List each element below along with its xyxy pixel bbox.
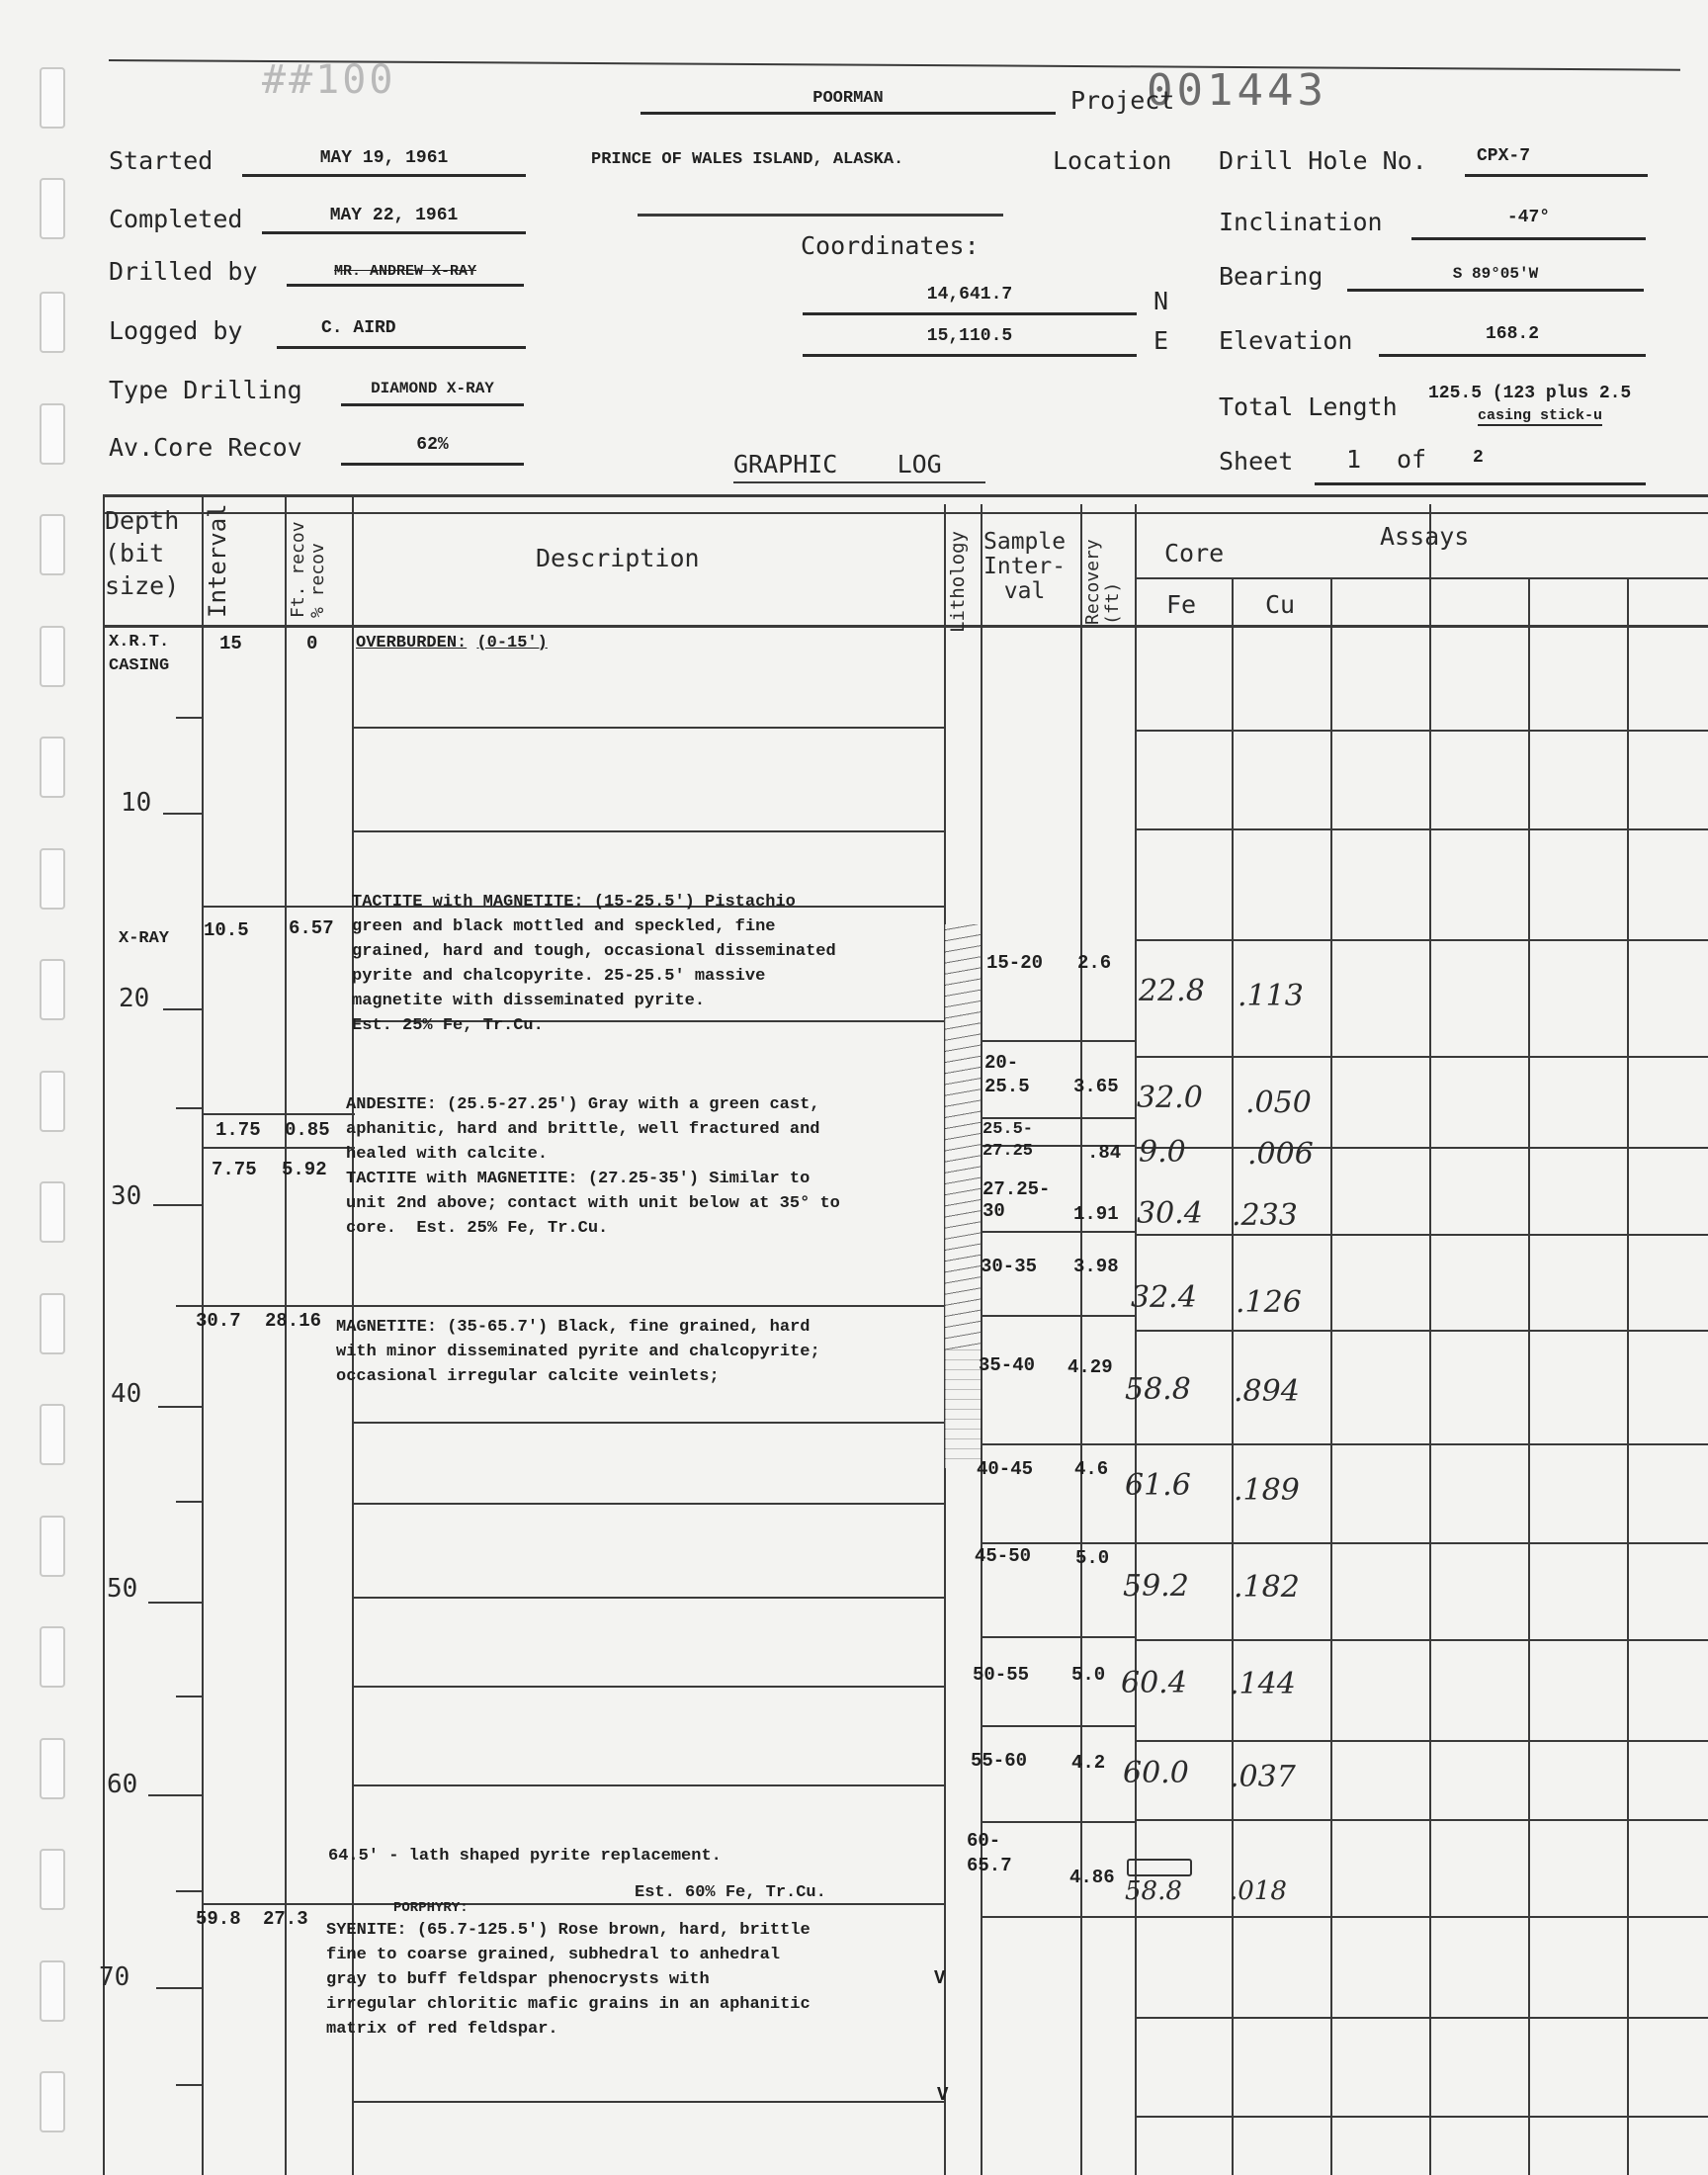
sample-row	[981, 1231, 1135, 1233]
assay-cu: .006	[1247, 1137, 1314, 1172]
recovery-value: 5.92	[282, 1159, 327, 1180]
sample-recovery: .84	[1087, 1142, 1122, 1164]
col-line	[981, 504, 982, 2175]
bit-size-xray: X-RAY	[119, 929, 170, 948]
sample-recovery: 4.29	[1068, 1356, 1113, 1378]
recovery-value: 28.16	[265, 1310, 322, 1332]
project-label: Project	[1070, 86, 1175, 115]
logged-by-value	[277, 318, 526, 349]
grid-row	[1135, 1234, 1708, 1236]
table-top-border-2	[103, 512, 1708, 514]
sample-interval: 35-40	[979, 1354, 1036, 1376]
lithology-mark: V	[934, 1967, 946, 1989]
col-line	[1429, 504, 1431, 2175]
assay-cu: .113	[1238, 979, 1304, 1013]
document-number: 001443	[1147, 65, 1327, 116]
punch-hole	[40, 292, 65, 353]
total-length-value2: casing stick-u	[1478, 407, 1603, 424]
desc-row	[352, 830, 945, 832]
sample-row	[981, 1542, 1135, 1544]
col-line	[1080, 504, 1082, 2175]
header-lithology: Lithology	[947, 531, 969, 633]
lath-estimate: Est. 60% Fe, Tr.Cu.	[635, 1883, 826, 1902]
sample-recovery: 5.0	[1071, 1664, 1106, 1686]
punch-hole	[40, 2071, 65, 2132]
assay-cu: .126	[1236, 1285, 1302, 1320]
grid-row	[1135, 1819, 1708, 1821]
sample-interval: 27.25- 30	[982, 1178, 1051, 1222]
header-fe: Fe	[1166, 590, 1197, 619]
interval-row	[202, 1903, 945, 1905]
sample-interval: 15-20	[986, 952, 1044, 974]
depth-label: 50	[107, 1574, 138, 1604]
sample-row	[981, 1725, 1135, 1727]
desc-row	[352, 727, 945, 729]
magnetite-description: MAGNETITE: (35-65.7') Black, fine grained, hard with minor disseminated pyrite and chalcopyrite; occasional irregular calcite veinlets;	[336, 1318, 820, 1386]
depth-tick	[148, 1602, 203, 1604]
punch-hole	[40, 1293, 65, 1354]
depth-tick	[158, 1406, 203, 1408]
recovery-value: 0.85	[285, 1119, 330, 1141]
sample-recovery: 4.6	[1074, 1458, 1109, 1480]
assay-fe: 32.4	[1131, 1280, 1197, 1315]
sample-recovery: 3.98	[1073, 1256, 1119, 1277]
assay-cu: .144	[1230, 1667, 1296, 1701]
sample-interval: 25.5- 27.25	[982, 1120, 1034, 1161]
punch-hole	[40, 1960, 65, 2022]
lath-pyrite-note: 64.5' - lath shaped pyrite replacement.	[328, 1847, 722, 1866]
location-value: PRINCE OF WALES ISLAND, ALASKA.	[591, 150, 904, 169]
scribble-mark	[1127, 1859, 1192, 1876]
header-description: Description	[536, 544, 700, 572]
sample-recovery: 4.2	[1071, 1752, 1106, 1774]
drill-hole-label: Drill Hole No.	[1219, 146, 1427, 175]
header-sample-recovery: Recovery (ft)	[1082, 539, 1123, 625]
inclination-value: -47°	[1411, 208, 1646, 240]
drilled-by-value: MR. ANDREW X-RAY	[287, 263, 524, 287]
interval-value: 10.5	[204, 919, 249, 941]
bit-size-casing: X.R.T. CASING	[109, 633, 170, 675]
syenite-description: SYENITE: (65.7-125.5') Rose brown, hard, brittle fine to coarse grained, subhedral to anhedral gray to buff feldspar phenocrysts with irregular chloritic mafic grains in an aphanitic matrix of red feldspar.	[326, 1921, 811, 2039]
punch-hole	[40, 514, 65, 575]
punch-hole	[40, 1404, 65, 1465]
punch-hole	[40, 1738, 65, 1799]
tactite-magnetite-2-description: TACTITE with MAGNETITE: (27.25-35') Similar to unit 2nd above; contact with unit below at 35° to core. Est. 25% Fe, Tr.Cu.	[346, 1170, 840, 1238]
grid-row	[1135, 2116, 1708, 2118]
coordinates-north-dir: N	[1153, 287, 1169, 315]
interval-row	[202, 1305, 945, 1307]
sample-recovery: 1.91	[1073, 1203, 1119, 1225]
header-assays: Assays	[1380, 522, 1470, 551]
grid-row	[1135, 1740, 1708, 1742]
assay-fe: 58.8	[1125, 1876, 1182, 1906]
col-line	[1528, 577, 1530, 2175]
depth-tick	[156, 1987, 203, 1989]
desc-row	[352, 1422, 945, 1424]
andesite-description: ANDESITE: (25.5-27.25') Gray with a green cast, aphanitic, hard and brittle, well fractured and healed with calcite.	[346, 1095, 820, 1164]
assay-fe: 61.6	[1125, 1468, 1191, 1503]
completed-value: MAY 22, 1961	[262, 206, 526, 234]
assay-cu: .233	[1232, 1198, 1298, 1233]
col-line	[1627, 577, 1629, 2175]
col-line	[103, 494, 105, 2175]
graphic-log-label: GRAPHIC LOG	[733, 450, 942, 478]
overburden-range: (0-15')	[476, 634, 548, 652]
desc-row	[352, 1686, 945, 1688]
desc-row	[352, 1503, 945, 1505]
header-sample-interval: Sample Inter- val	[983, 529, 1067, 604]
desc-row	[352, 1784, 945, 1786]
header-interval: Interval	[204, 503, 231, 618]
punch-hole	[40, 848, 65, 910]
punch-hole	[40, 626, 65, 687]
drill-hole-text: CPX-7	[1477, 146, 1531, 166]
interval-value: 7.75	[212, 1159, 257, 1180]
grid-row	[1135, 1147, 1708, 1149]
depth-label: 60	[107, 1770, 138, 1799]
porphyry-note: PORPHYRY:	[393, 1900, 469, 1916]
header-depth: Depth (bit size)	[105, 506, 180, 600]
total-length-label: Total Length	[1219, 392, 1398, 421]
project-value: POORMAN	[640, 89, 1056, 115]
depth-tick	[153, 1204, 203, 1206]
sheet-total: 2	[1473, 448, 1484, 468]
interval-value: 1.75	[215, 1119, 261, 1141]
assay-fe: 9.0	[1139, 1135, 1186, 1170]
depth-label: 10	[121, 788, 152, 818]
recovery-value: 27.3	[263, 1908, 308, 1930]
depth-label: 70	[99, 1962, 130, 1992]
elevation-label: Elevation	[1219, 326, 1353, 355]
faded-stamp-number: ##100	[262, 57, 396, 103]
desc-row	[352, 2101, 945, 2103]
punch-hole	[40, 1516, 65, 1577]
core-subheader-line	[1135, 577, 1708, 579]
depth-tick-minor	[176, 1890, 202, 1892]
depth-tick	[148, 1794, 203, 1796]
assay-cu: .182	[1234, 1570, 1300, 1605]
assay-cu: .018	[1230, 1876, 1287, 1906]
sample-row	[981, 1636, 1135, 1638]
header-core: Core	[1164, 539, 1225, 567]
interval-row	[202, 1147, 355, 1149]
sample-row	[981, 1821, 1135, 1823]
lithology-mark: V	[937, 2084, 949, 2106]
sheet-number: 1	[1346, 445, 1362, 474]
assay-cu: .189	[1234, 1473, 1300, 1508]
col-line	[1330, 577, 1332, 2175]
sample-recovery: 5.0	[1075, 1547, 1110, 1569]
coordinates-north: 14,641.7	[803, 285, 1137, 315]
assay-fe: 59.2	[1123, 1569, 1189, 1604]
assay-cu: .050	[1245, 1086, 1312, 1120]
core-recov-value: 62%	[341, 435, 524, 466]
depth-label: 30	[111, 1181, 142, 1211]
interval-value: 15	[219, 633, 242, 654]
sample-row	[981, 1443, 1135, 1445]
location-label: Location	[1053, 146, 1172, 175]
depth-tick-minor	[176, 1107, 202, 1109]
assay-fe: 32.0	[1137, 1081, 1203, 1115]
table-top-border	[103, 494, 1708, 497]
lithology-pattern	[945, 1349, 981, 1468]
coordinates-east-dir: E	[1153, 326, 1169, 355]
depth-tick-minor	[176, 2084, 202, 2086]
bearing-label: Bearing	[1219, 262, 1324, 291]
inclination-label: Inclination	[1219, 208, 1383, 236]
tactite-magnetite-description: TACTITE with MAGNETITE: (15-25.5') Pistachio green and black mottled and speckled, fine grained, hard and tough, occasional disseminated pyrite and chalcopyrite. 25-25.5' massive magnetite with disseminated pyrite. Est. 25% Fe, Tr.Cu.	[352, 893, 836, 1035]
overburden-entry	[356, 631, 548, 655]
grid-row	[1135, 1639, 1708, 1641]
punch-hole	[40, 67, 65, 129]
sample-row	[981, 1040, 1135, 1042]
depth-tick-minor	[176, 1501, 202, 1503]
sample-recovery: 2.6	[1077, 952, 1112, 974]
depth-tick	[163, 813, 203, 815]
logged-by-text: C. AIRD	[321, 318, 396, 338]
completed-label: Completed	[109, 205, 243, 233]
coordinates-east: 15,110.5	[803, 326, 1137, 357]
punch-hole	[40, 1626, 65, 1688]
type-drilling-value: DIAMOND X-RAY	[341, 380, 524, 406]
punch-hole	[40, 403, 65, 465]
assay-fe: 60.4	[1121, 1666, 1187, 1700]
recovery-value: 0	[306, 633, 318, 654]
sheet-label: Sheet	[1219, 447, 1294, 476]
interval-value: 59.8	[196, 1908, 241, 1930]
header-recovery: Ft. recov % recov	[288, 521, 328, 618]
grid-row	[1135, 1056, 1708, 1058]
col-line	[1135, 504, 1137, 2175]
total-length-value: 125.5 (123 plus 2.5	[1428, 384, 1632, 403]
logged-by-label: Logged by	[109, 316, 243, 345]
grid-row	[1135, 1443, 1708, 1445]
interval-row	[202, 1113, 355, 1115]
depth-label: 20	[119, 984, 150, 1013]
punch-hole	[40, 1181, 65, 1243]
sheet-of: of	[1397, 445, 1427, 474]
sample-interval: 50-55	[973, 1664, 1030, 1686]
grid-row	[1135, 1916, 1708, 1918]
depth-tick	[163, 1008, 203, 1010]
sample-recovery: 4.86	[1069, 1867, 1115, 1888]
depth-tick-minor	[176, 717, 202, 719]
punch-hole	[40, 178, 65, 239]
sample-row	[981, 1315, 1135, 1317]
location-underline	[638, 214, 1003, 217]
lithology-pattern	[945, 924, 981, 1349]
sample-interval: 20- 25.5	[984, 1052, 1030, 1097]
assay-fe: 22.8	[1139, 974, 1205, 1008]
grid-row	[1135, 1330, 1708, 1332]
overburden-title: OVERBURDEN:	[356, 634, 468, 652]
grid-row	[1135, 1542, 1708, 1544]
sample-interval: 55-60	[971, 1750, 1028, 1772]
interval-value: 30.7	[196, 1310, 241, 1332]
assay-fe: 58.8	[1125, 1372, 1191, 1407]
grid-row	[1135, 730, 1708, 732]
drilled-by-label: Drilled by	[109, 257, 258, 286]
punch-hole	[40, 959, 65, 1020]
bearing-value: S 89°05'W	[1347, 265, 1644, 292]
core-recov-label: Av.Core Recov	[109, 433, 302, 462]
sample-interval: 40-45	[977, 1458, 1034, 1480]
coordinates-label: Coordinates:	[801, 231, 980, 260]
punch-hole	[40, 1071, 65, 1132]
header-cu: Cu	[1265, 590, 1296, 619]
header-bottom-border	[103, 625, 1708, 628]
elevation-value: 168.2	[1379, 324, 1646, 357]
recovery-value: 6.57	[289, 917, 334, 939]
started-label: Started	[109, 146, 214, 175]
grid-row	[1135, 2017, 1708, 2019]
sample-interval: 60- 65.7	[967, 1830, 1012, 1876]
type-drilling-label: Type Drilling	[109, 376, 302, 404]
desc-row	[352, 1597, 945, 1599]
assay-fe: 30.4	[1137, 1196, 1203, 1231]
grid-row	[1135, 828, 1708, 830]
assay-fe: 60.0	[1123, 1756, 1189, 1790]
assay-cu: .037	[1230, 1760, 1296, 1794]
assay-cu: .894	[1234, 1374, 1300, 1409]
depth-tick-minor	[176, 1305, 202, 1307]
depth-label: 40	[111, 1379, 142, 1409]
sample-interval: 45-50	[975, 1545, 1032, 1567]
grid-row	[1135, 939, 1708, 941]
punch-hole	[40, 1849, 65, 1910]
sample-row	[981, 1916, 1135, 1918]
drill-hole-value	[1465, 146, 1648, 177]
depth-tick-minor	[176, 1696, 202, 1697]
sample-interval: 30-35	[981, 1256, 1038, 1277]
sample-recovery: 3.65	[1073, 1076, 1119, 1097]
graphic-log-underline	[733, 481, 985, 483]
sheet-field	[1315, 445, 1646, 485]
punch-hole	[40, 737, 65, 798]
started-value: MAY 19, 1961	[242, 148, 526, 177]
